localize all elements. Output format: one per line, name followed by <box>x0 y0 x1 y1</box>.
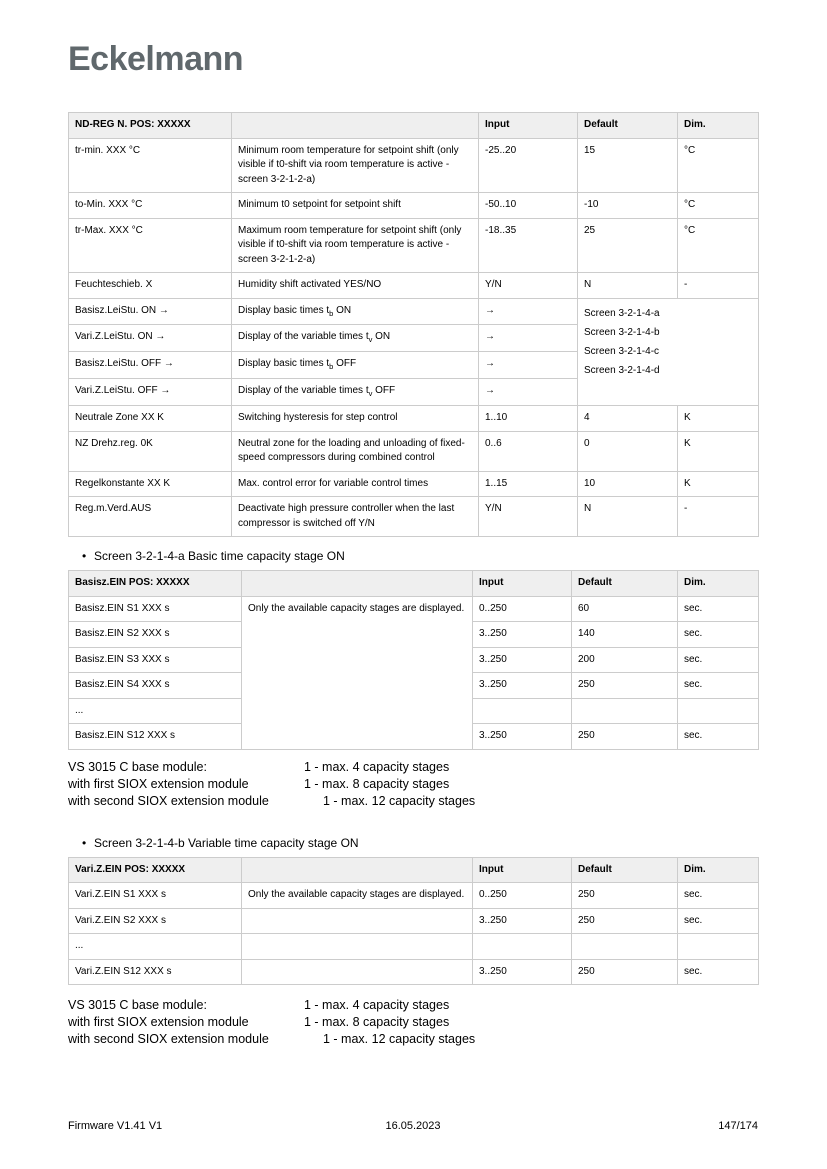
header-dim: Dim. <box>678 857 759 883</box>
cell-default: 15 <box>578 138 678 193</box>
cell-blank <box>242 959 473 985</box>
table-row <box>69 497 759 537</box>
bullet-icon: • <box>82 835 87 850</box>
cell-description: Display basic times $t_b$ OFF <box>232 352 479 379</box>
cell-parameter: Basisz.LeiStu. ON → <box>69 298 232 325</box>
cell-dim <box>678 698 759 724</box>
table-row <box>69 218 759 273</box>
subscript: b <box>329 308 334 318</box>
module-value: 1 - max. 4 capacity stages <box>304 759 450 774</box>
cell-dim <box>678 934 759 960</box>
cell-input: 0..6 <box>479 431 578 471</box>
cell-dim: K <box>678 431 759 471</box>
cell-default: 250 <box>572 908 678 934</box>
module-label: VS 3015 C base module: <box>68 759 207 774</box>
table-row <box>69 959 759 985</box>
screen-ref: Screen 3-2-1-4-b <box>584 326 660 338</box>
cell-note: Only the available capacity stages are displayed. <box>242 596 473 749</box>
module-value: 1 - max. 8 capacity stages <box>304 1015 450 1029</box>
cell-parameter: Neutrale Zone XX K <box>69 406 232 432</box>
cell-screen-references <box>578 298 759 406</box>
cell-note: Only the available capacity stages are displayed. <box>242 883 473 909</box>
cell-dim: sec. <box>678 883 759 909</box>
basisz-ein-table <box>68 570 759 750</box>
table-title: ND-REG N. POS: XXXXX <box>69 113 232 139</box>
table-header-row <box>69 857 759 883</box>
cell-description: Humidity shift activated YES/NO <box>232 273 479 299</box>
cell-input: → <box>479 352 578 379</box>
cell-parameter: Basisz.LeiStu. OFF → <box>69 352 232 379</box>
table-row <box>69 934 759 960</box>
cell-default: 60 <box>572 596 678 622</box>
cell-dim: - <box>678 497 759 537</box>
cell-dim: °C <box>678 193 759 219</box>
cell-parameter: Vari.Z.EIN S1 XXX s <box>69 883 242 909</box>
cell-parameter: Reg.m.Verd.AUS <box>69 497 232 537</box>
cell-input: 3..250 <box>473 959 572 985</box>
cell-input: Y/N <box>479 273 578 299</box>
subscript: v <box>368 389 373 399</box>
cell-blank <box>242 908 473 934</box>
cell-description: Neutral zone for the loading and unloading of fixed-speed compressors during combined control <box>232 431 479 471</box>
header-dim: Dim. <box>678 113 759 139</box>
table-row <box>69 273 759 299</box>
cell-parameter: Vari.Z.EIN S12 XXX s <box>69 959 242 985</box>
module-value: 1 - max. 8 capacity stages <box>304 776 450 791</box>
cell-parameter: NZ Drehz.reg. 0K <box>69 431 232 471</box>
eckelmann-logo: Eckelmann <box>68 40 244 78</box>
module-value: 1 - max. 12 capacity stages <box>323 793 476 808</box>
cell-input <box>473 698 572 724</box>
cell-input: 3..250 <box>473 647 572 673</box>
screen-ref: Screen 3-2-1-4-c <box>584 345 660 357</box>
page-content <box>68 112 758 1048</box>
vari-z-ein-table <box>68 857 759 986</box>
header-blank-cell <box>242 571 473 597</box>
module-label: with first SIOX extension module <box>68 1015 249 1029</box>
cell-parameter: to-Min. XXX °C <box>69 193 232 219</box>
table-row <box>69 883 759 909</box>
module-line <box>68 759 758 776</box>
header-input: Input <box>479 113 578 139</box>
module-value: 1 - max. 4 capacity stages <box>304 998 450 1012</box>
cell-dim: - <box>678 273 759 299</box>
cell-default: 250 <box>572 959 678 985</box>
header-default: Default <box>572 857 678 883</box>
header-input: Input <box>473 857 572 883</box>
header-default: Default <box>578 113 678 139</box>
cell-parameter: Basisz.EIN S3 XXX s <box>69 647 242 673</box>
header-input: Input <box>473 571 572 597</box>
cell-parameter: tr-Max. XXX °C <box>69 218 232 273</box>
cell-input: Y/N <box>479 497 578 537</box>
cell-default <box>572 698 678 724</box>
cell-input: 0..250 <box>473 596 572 622</box>
module-value: 1 - max. 12 capacity stages <box>323 1032 476 1046</box>
cell-parameter: Vari.Z.LeiStu. OFF → <box>69 379 232 406</box>
cell-default: 0 <box>578 431 678 471</box>
bullet-icon: • <box>82 549 87 563</box>
cell-input: 3..250 <box>473 908 572 934</box>
cell-dim: sec. <box>678 596 759 622</box>
table-header-row <box>69 571 759 597</box>
table-row <box>69 431 759 471</box>
table-row <box>69 193 759 219</box>
cell-input: 3..250 <box>473 724 572 750</box>
module-capacity-block <box>68 997 758 1048</box>
cell-parameter: ... <box>69 934 242 960</box>
cell-description: Max. control error for variable control times <box>232 471 479 497</box>
cell-input: → <box>479 325 578 352</box>
cell-default: 140 <box>572 622 678 648</box>
table-row <box>69 908 759 934</box>
cell-parameter: tr-min. XXX °C <box>69 138 232 193</box>
cell-input: -25..20 <box>479 138 578 193</box>
module-label: with second SIOX extension module <box>68 1032 269 1046</box>
module-line <box>68 776 758 793</box>
cell-dim: °C <box>678 138 759 193</box>
table-row <box>69 406 759 432</box>
table-row <box>69 298 759 325</box>
cell-input: 0..250 <box>473 883 572 909</box>
cell-default: N <box>578 497 678 537</box>
cell-parameter: ... <box>69 698 242 724</box>
module-capacity-block <box>68 759 758 810</box>
cell-dim: K <box>678 471 759 497</box>
cell-default: -10 <box>578 193 678 219</box>
cell-dim: °C <box>678 218 759 273</box>
cell-default: 250 <box>572 883 678 909</box>
footer-firmware-version: Firmware V1.41 V1 <box>68 1120 163 1132</box>
cell-description: Display of the variable times $t_v$ ON <box>232 325 479 352</box>
cell-input: → <box>479 298 578 325</box>
cell-dim: sec. <box>678 647 759 673</box>
cell-dim: sec. <box>678 908 759 934</box>
cell-dim: sec. <box>678 673 759 699</box>
cell-dim: sec. <box>678 959 759 985</box>
section-heading-screen-a <box>82 548 758 564</box>
section-heading-text: Screen 3-2-1-4-b Variable time capacity stage ON <box>94 835 359 850</box>
cell-input <box>473 934 572 960</box>
cell-blank <box>242 934 473 960</box>
header-blank-cell <box>232 113 479 139</box>
section-heading-screen-b <box>82 835 758 851</box>
cell-input: 1..10 <box>479 406 578 432</box>
module-label: with first SIOX extension module <box>68 776 249 791</box>
cell-dim: sec. <box>678 622 759 648</box>
cell-default: 250 <box>572 724 678 750</box>
nd-reg-parameter-table <box>68 112 759 537</box>
cell-description: Switching hysteresis for step control <box>232 406 479 432</box>
cell-dim: sec. <box>678 724 759 750</box>
cell-description: Display of the variable times $t_v$ OFF <box>232 379 479 406</box>
cell-parameter: Basisz.EIN S1 XXX s <box>69 596 242 622</box>
cell-description: Display basic times $t_b$ ON <box>232 298 479 325</box>
cell-input: -50..10 <box>479 193 578 219</box>
cell-parameter: Vari.Z.EIN S2 XXX s <box>69 908 242 934</box>
cell-description: Maximum room temperature for setpoint shift (only visible if t0-shift via room temperature is active - screen 3-2-1-2-a) <box>232 218 479 273</box>
table-row <box>69 138 759 193</box>
footer-page-number: 147/174 <box>718 1120 758 1132</box>
cell-default: 10 <box>578 471 678 497</box>
table-header-row <box>69 113 759 139</box>
header-blank-cell <box>242 857 473 883</box>
cell-input: 3..250 <box>473 622 572 648</box>
module-label: VS 3015 C base module: <box>68 998 207 1012</box>
cell-default: 25 <box>578 218 678 273</box>
cell-input: -18..35 <box>479 218 578 273</box>
cell-dim: K <box>678 406 759 432</box>
page-footer <box>68 1120 758 1136</box>
module-line <box>68 793 758 810</box>
table-title: Vari.Z.EIN POS: XXXXX <box>69 857 242 883</box>
header-default: Default <box>572 571 678 597</box>
cell-parameter: Basisz.EIN S4 XXX s <box>69 673 242 699</box>
cell-description: Deactivate high pressure controller when the last compressor is switched off Y/N <box>232 497 479 537</box>
module-line <box>68 1031 758 1048</box>
cell-default: 250 <box>572 673 678 699</box>
module-line <box>68 997 758 1014</box>
cell-parameter: Vari.Z.LeiStu. ON → <box>69 325 232 352</box>
module-line <box>68 1014 758 1031</box>
table-title: Basisz.EIN POS: XXXXX <box>69 571 242 597</box>
header-dim: Dim. <box>678 571 759 597</box>
cell-input: → <box>479 379 578 406</box>
cell-parameter: Feuchteschieb. X <box>69 273 232 299</box>
subscript: b <box>329 362 334 372</box>
screen-ref: Screen 3-2-1-4-a <box>584 307 660 319</box>
cell-default: N <box>578 273 678 299</box>
table-row <box>69 471 759 497</box>
cell-default: 4 <box>578 406 678 432</box>
module-label: with second SIOX extension module <box>68 793 269 808</box>
footer-date: 16.05.2023 <box>385 1120 441 1132</box>
cell-parameter: Basisz.EIN S2 XXX s <box>69 622 242 648</box>
table-row <box>69 596 759 622</box>
cell-description: Minimum room temperature for setpoint shift (only visible if t0-shift via room temperature is active - screen 3-2-1-2-a) <box>232 138 479 193</box>
cell-input: 1..15 <box>479 471 578 497</box>
cell-input: 3..250 <box>473 673 572 699</box>
section-heading-text: Screen 3-2-1-4-a Basic time capacity stage ON <box>94 549 345 563</box>
subscript: v <box>368 335 373 345</box>
cell-parameter: Regelkonstante XX K <box>69 471 232 497</box>
screen-ref: Screen 3-2-1-4-d <box>584 364 660 376</box>
cell-default <box>572 934 678 960</box>
cell-description: Minimum t0 setpoint for setpoint shift <box>232 193 479 219</box>
cell-default: 200 <box>572 647 678 673</box>
cell-parameter: Basisz.EIN S12 XXX s <box>69 724 242 750</box>
